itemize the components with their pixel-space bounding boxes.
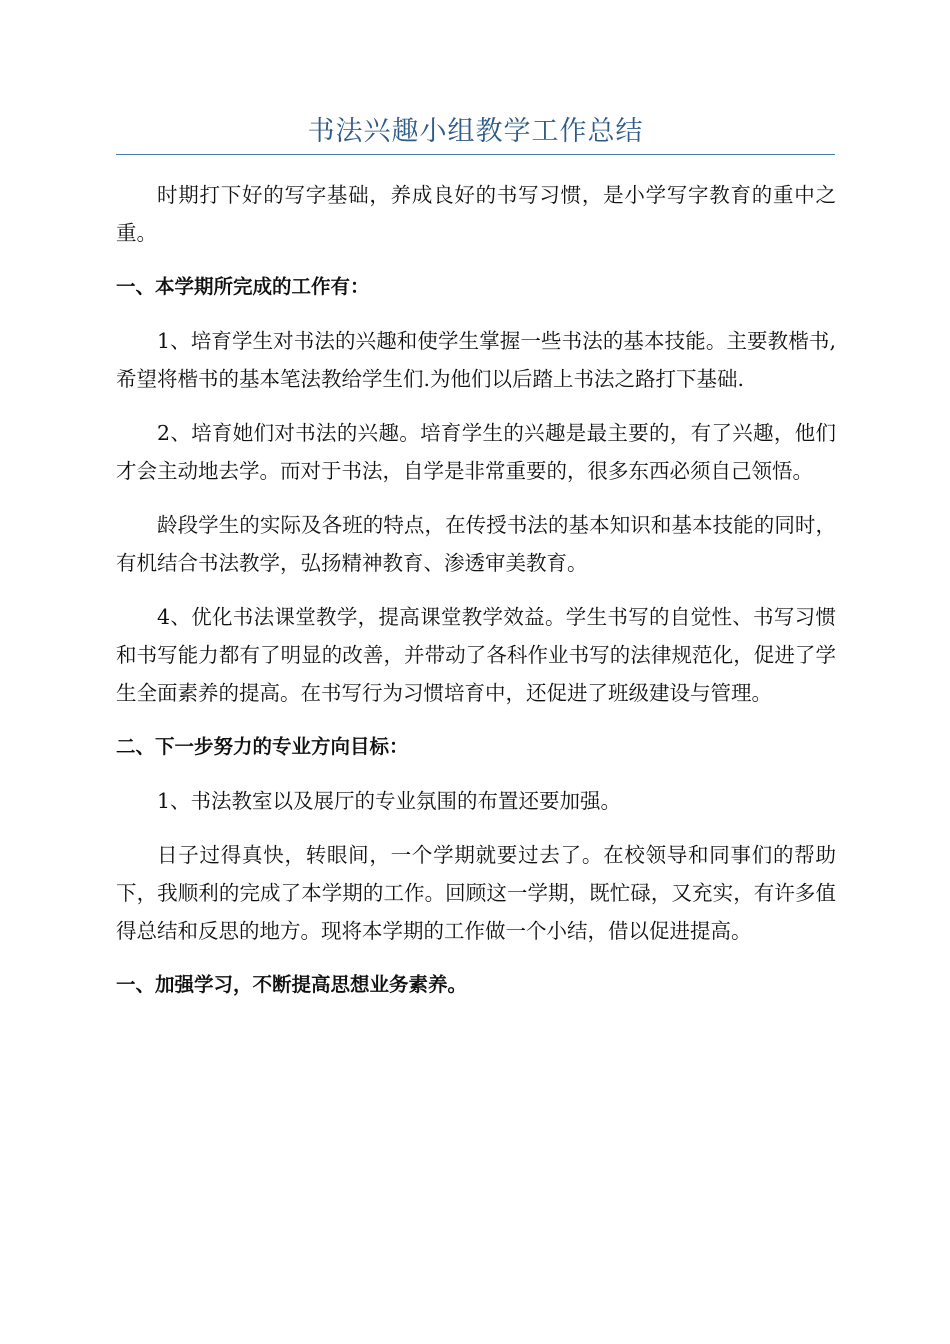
paragraph: 1、培育学生对书法的兴趣和使学生掌握一些书法的基本技能。主要教楷书,希望将楷书的基本笔法教给学生们.为他们以后踏上书法之路打下基础. (116, 329, 836, 391)
title-underline (116, 154, 835, 155)
paragraph: 日子过得真快，转眼间，一个学期就要过去了。在校领导和同事们的帮助下，我顺利的完成了本学期的工作。回顾这一学期，既忙碌，又充实，有许多值得总结和反思的地方。现将本学期的工作做一个小结，借以促进提高。 (116, 843, 836, 943)
document-body (116, 176, 836, 1020)
paragraph: 2、培育她们对书法的兴趣。培育学生的兴趣是最主要的，有了兴趣，他们才会主动地去学。而对于书法，自学是非常重要的，很多东西必须自己领悟。 (116, 421, 836, 483)
paragraph: 1、书法教室以及展厅的专业氛围的布置还要加强。 (157, 789, 622, 813)
section-heading: 二、下一步努力的专业方向目标： (116, 735, 409, 758)
paragraph: 龄段学生的实际及各班的特点，在传授书法的基本知识和基本技能的同时，有机结合书法教学，弘扬精神教育、渗透审美教育。 (116, 513, 836, 575)
section-heading: 一、本学期所完成的工作有： (116, 275, 370, 298)
section-heading: 一、加强学习，不断提高思想业务素养。 (116, 973, 468, 996)
paragraph: 时期打下好的写字基础，养成良好的书写习惯，是小学写字教育的重中之重。 (116, 183, 836, 245)
paragraph: 4、优化书法课堂教学，提高课堂教学效益。学生书写的自觉性、书写习惯和书写能力都有了明显的改善，并带动了各科作业书写的法律规范化，促进了学生全面素养的提高。在书写行为习惯培育中，还促进了班级建设与管理。 (116, 605, 836, 705)
document-title: 书法兴趣小组教学工作总结 (307, 116, 644, 147)
